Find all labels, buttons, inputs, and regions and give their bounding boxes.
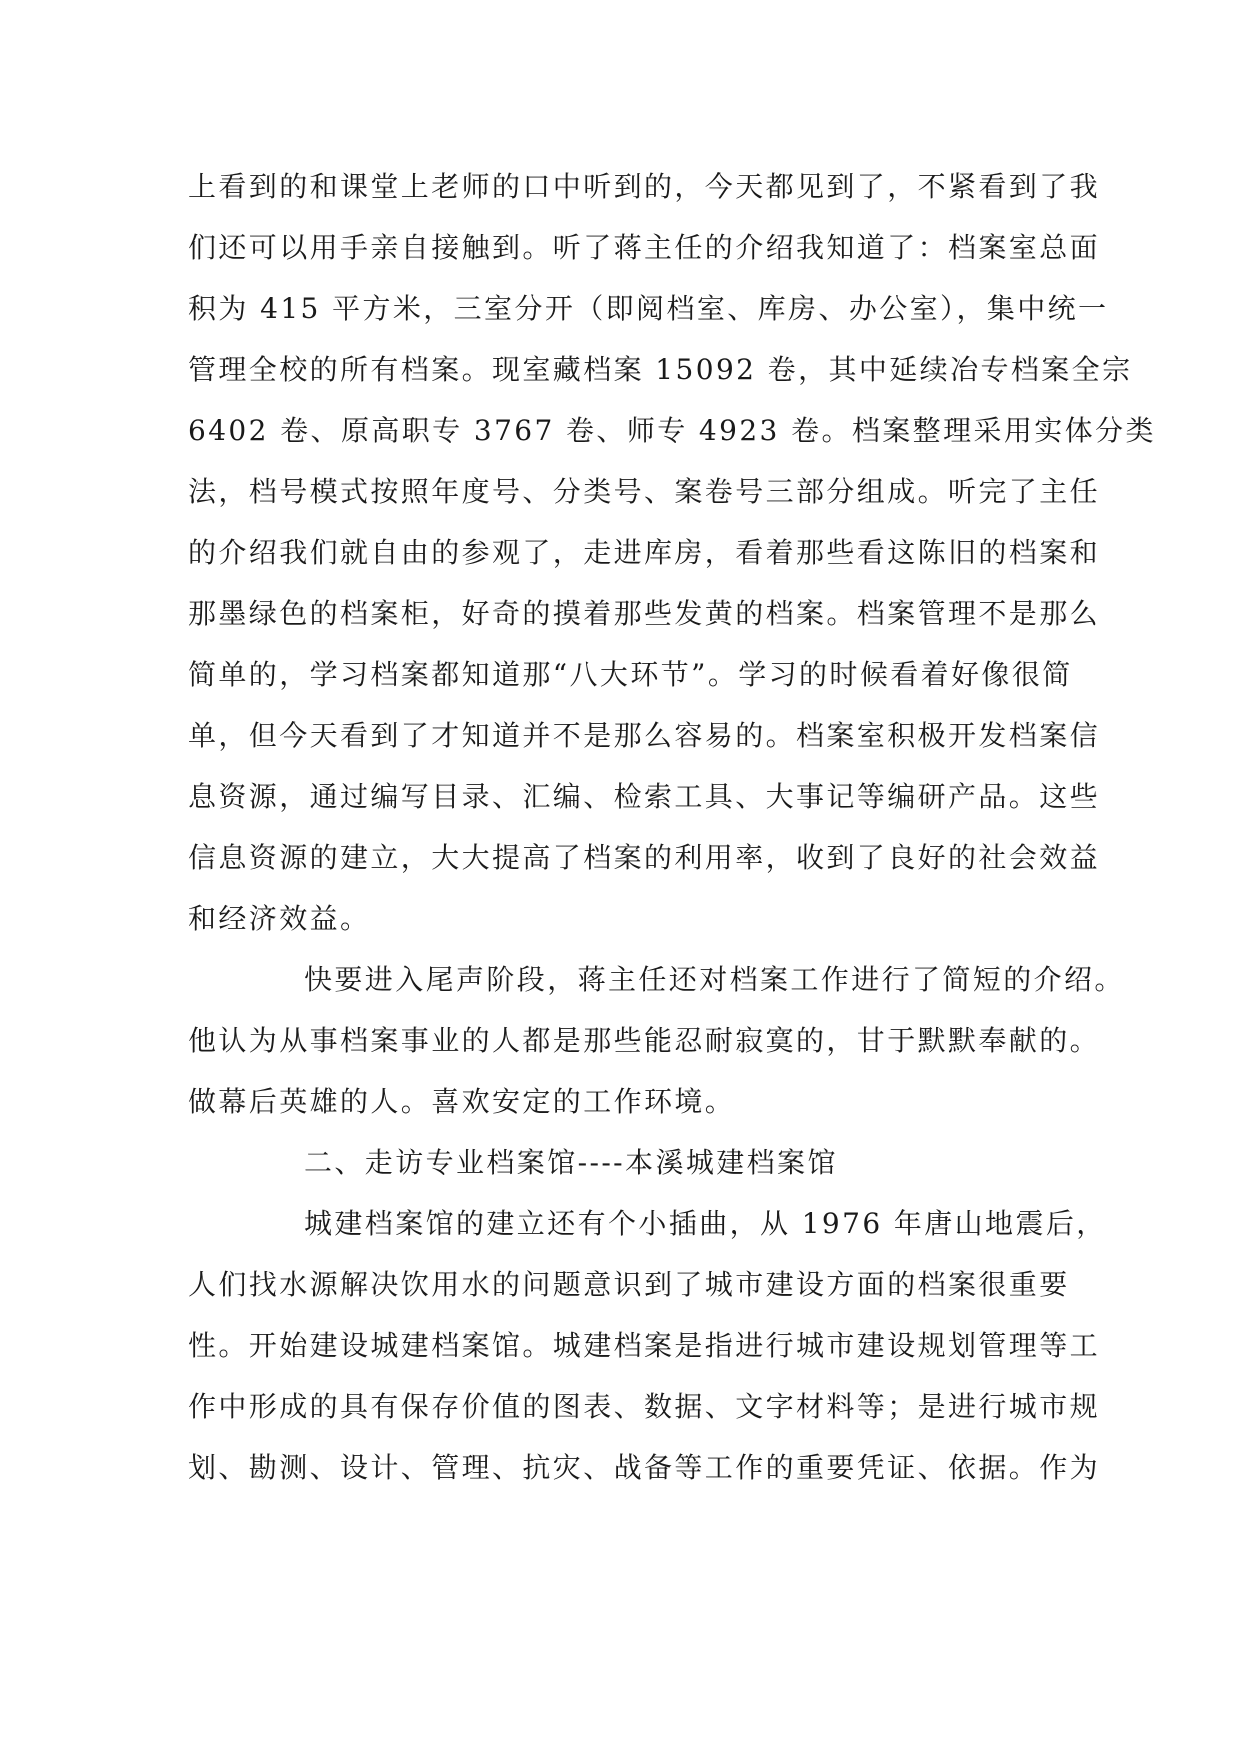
text-line: 6402 卷、原高职专 3767 卷、师专 4923 卷。档案整理采用实体分类 — [188, 414, 1156, 447]
text-line: 他认为从事档案事业的人都是那些能忍耐寂寞的，甘于默默奉献的。 — [188, 1024, 1101, 1057]
text-line: 息资源，通过编写目录、汇编、检索工具、大事记等编研产品。这些 — [188, 780, 1101, 813]
text-line: 积为 415 平方米，三室分开（即阅档室、库房、办公室），集中统一 — [188, 292, 1109, 325]
body-text — [188, 156, 1156, 1498]
text-line: 简单的，学习档案都知道那“八大环节”。学习的时候看着好像很简 — [188, 658, 1073, 691]
text-line: 的介绍我们就自由的参观了，走进库房，看着那些看这陈旧的档案和 — [188, 536, 1101, 569]
text-line: 上看到的和课堂上老师的口中听到的，今天都见到了，不紧看到了我 — [188, 170, 1101, 203]
text-line: 人们找水源解决饮用水的问题意识到了城市建设方面的档案很重要 — [188, 1268, 1070, 1301]
text-line: 单，但今天看到了才知道并不是那么容易的。档案室积极开发档案信 — [188, 719, 1101, 752]
text-line: 性。开始建设城建档案馆。城建档案是指进行城市建设规划管理等工 — [188, 1329, 1101, 1362]
text-line: 和经济效益。 — [188, 902, 371, 935]
paragraph-start-line: 快要进入尾声阶段，蒋主任还对档案工作进行了简短的介绍。 — [304, 963, 1125, 996]
text-line: 管理全校的所有档案。现室藏档案 15092 卷，其中延续冶专档案全宗 — [188, 353, 1133, 386]
text-line: 法，档号模式按照年度号、分类号、案卷号三部分组成。听完了主任 — [188, 475, 1101, 508]
text-line: 们还可以用手亲自接触到。听了蒋主任的介绍我知道了：档案室总面 — [188, 231, 1101, 264]
section-heading: 二、走访专业档案馆----本溪城建档案馆 — [304, 1146, 838, 1179]
text-line: 划、勘测、设计、管理、抗灾、战备等工作的重要凭证、依据。作为 — [188, 1451, 1101, 1484]
text-line: 那墨绿色的档案柜，好奇的摸着那些发黄的档案。档案管理不是那么 — [188, 597, 1101, 630]
text-line: 做幕后英雄的人。喜欢安定的工作环境。 — [188, 1085, 736, 1118]
paragraph-start-line: 城建档案馆的建立还有个小插曲，从 1976 年唐山地震后， — [304, 1207, 1107, 1240]
text-line: 作中形成的具有保存价值的图表、数据、文字材料等；是进行城市规 — [188, 1390, 1101, 1423]
text-line: 信息资源的建立，大大提高了档案的利用率，收到了良好的社会效益 — [188, 841, 1101, 874]
